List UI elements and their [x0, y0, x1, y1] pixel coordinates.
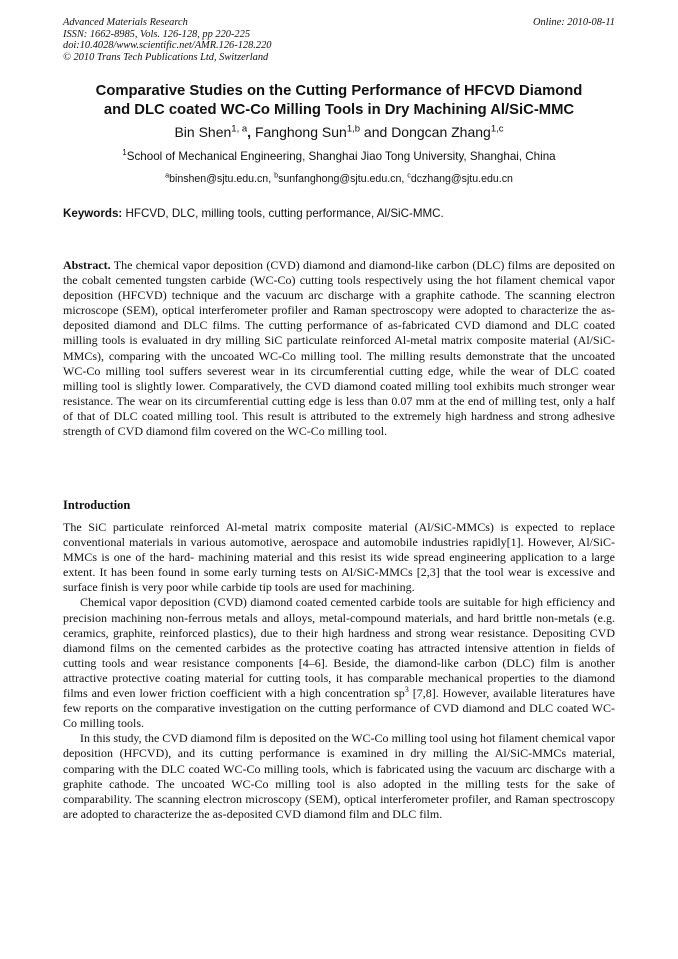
keywords-label: Keywords: — [63, 207, 123, 220]
doi-line[interactable]: doi:10.4028/www.scientific.net/AMR.126-128.220 — [63, 40, 272, 52]
copyright-line: © 2010 Trans Tech Publications Ltd, Switzerland — [63, 51, 269, 63]
journal-header — [63, 17, 615, 63]
introduction-body — [63, 520, 615, 822]
affiliation-superscript: 1 — [122, 148, 127, 158]
email-link[interactable]: binshen@sjtu.edu.cn, — [169, 173, 275, 185]
author-emails — [40, 172, 638, 186]
author-superscript: 1, a — [231, 123, 248, 135]
affiliation-text: School of Mechanical Engineering, Shanghai Jiao Tong University, Shanghai, China — [126, 150, 556, 163]
author-superscript: 1,b — [346, 123, 361, 135]
author-name: Fanghong Sun — [254, 124, 347, 140]
author-superscript: 1,c — [490, 123, 504, 135]
keywords-text: HFCVD, DLC, milling tools, cutting performance, Al/SiC-MMC. — [122, 207, 444, 220]
author-name: Bin Shen — [174, 124, 232, 140]
title-line-1: Comparative Studies on the Cutting Performance of HFCVD Diamond — [95, 83, 583, 99]
email-superscript: b — [274, 170, 279, 180]
affiliation — [40, 150, 638, 164]
paper-title — [40, 82, 638, 120]
email-superscript: c — [407, 170, 411, 180]
sp3-superscript: 3 — [404, 685, 409, 695]
author-separator: , — [247, 124, 255, 140]
intro-paragraph-2-text-cont: [7,8]. However, available literatures have few reports on the comparative investigation on the cutting performance of CVD diamond and DLC coated WC-Co milling tools. — [63, 686, 615, 731]
title-line-2: and DLC coated WC-Co Milling Tools in Dry Machining Al/SiC-MMC — [103, 102, 575, 118]
abstract-text: The chemical vapor deposition (CVD) diamond and diamond-like carbon (DLC) films are deposited on the cobalt cemented tungsten carbide (WC-Co) cutting tools respectively using the hot filament chemical vapor deposition (HFCVD) technique and the vacuum arc discharge with a graphite cathode. The scanning electron microscope (SEM), optical interferometer profiler and Raman spectroscopy were adopted to characterize the as-deposited diamond and DLC films. The cutting performance of as-fabricated CVD diamond and DLC coated milling tools is evaluated in dry milling SiC particulate reinforced Al-metal matrix composite material (Al/SiC-MMCs), comparing with the uncoated WC-Co milling tool. The milling results demonstrate that the uncoated WC-Co milling tool suffers severest wear in its circumferential cutting edge, while the wear of DLC coated milling tool is slightly lower. Comparatively, the CVD diamond coated milling tool exhibits much stronger wear resistance. The wear on its circumferential cutting edge is less than 0.07 mm at the end of milling test, only a half of that of DLC coated milling tool. This result is attributed to the extremely high hardness and strong adhesive strength of CVD diamond film covered on the WC-Co milling tool. — [63, 258, 615, 439]
section-heading-introduction: Introduction — [63, 498, 131, 512]
email-superscript: a — [165, 170, 170, 180]
abstract — [63, 258, 615, 439]
abstract-label: Abstract. — [63, 258, 111, 272]
email-link[interactable]: sunfanghong@sjtu.edu.cn, — [278, 173, 408, 185]
online-date: Online: 2010-08-11 — [532, 17, 615, 28]
intro-paragraph-2-text: Chemical vapor deposition (CVD) diamond coated cemented carbide tools are suitable for high efficiency and precision machining non-ferrous metals and alloys, metal-compound materials, and hard brittle non-metals (e.g. ceramics, graphite, reinforced plastics), due to their high hardness and strong wear resistance. Depositing CVD diamond films on the cemented carbides as the protective coating has attracted intensive attention in fields of cutting tools and wear resistance components [4–6]. Beside, the diamond-like carbon (DLC) film is another attractive protective coating material for cutting tools, it has comparable mechanical properties to the diamond films and even lower friction coefficient with a high concentration sp — [63, 595, 615, 701]
journal-name: Advanced Materials Research — [63, 17, 188, 28]
author-name: Dongcan Zhang — [391, 124, 491, 140]
intro-paragraph-1: The SiC particulate reinforced Al-metal matrix composite material (Al/SiC-MMCs) is expected to replace conventional materials in various automotive, aerospace and automobile industries rapidly[1]. However, Al/SiC-MMCs is one of the hard- machining material and this resist its wide spread engineering application to a large extent. It has been found in some early turning tests on Al/SiC-MMCs [2,3] that the tool wear is excessive and surface finish is very poor while carbide tip tools are used for machining. — [63, 520, 615, 595]
issn-line: ISSN: 1662-8985, Vols. 126-128, pp 220-225 — [63, 28, 251, 40]
author-separator: and — [360, 124, 392, 140]
author-list — [40, 123, 638, 141]
keywords — [63, 207, 615, 221]
email-link[interactable]: dczhang@sjtu.edu.cn — [410, 173, 513, 185]
intro-paragraph-3: In this study, the CVD diamond film is deposited on the WC-Co milling tool using hot filament chemical vapor deposition (HFCVD), and its cutting performance is examined in dry milling the Al/SiC-MMCs material, comparing with the DLC coated WC-Co milling tools, which is fabricated using the vacuum arc discharge with a graphite cathode. The uncoated WC-Co milling tool is also adopted in the milling tests for the sake of comparability. The scanning electron microscopy (SEM), optical interferometer profiler, and Raman spectroscopy are adopted to characterize the as-deposited CVD diamond film and DLC film. — [63, 731, 615, 821]
intro-paragraph-2 — [63, 595, 615, 731]
